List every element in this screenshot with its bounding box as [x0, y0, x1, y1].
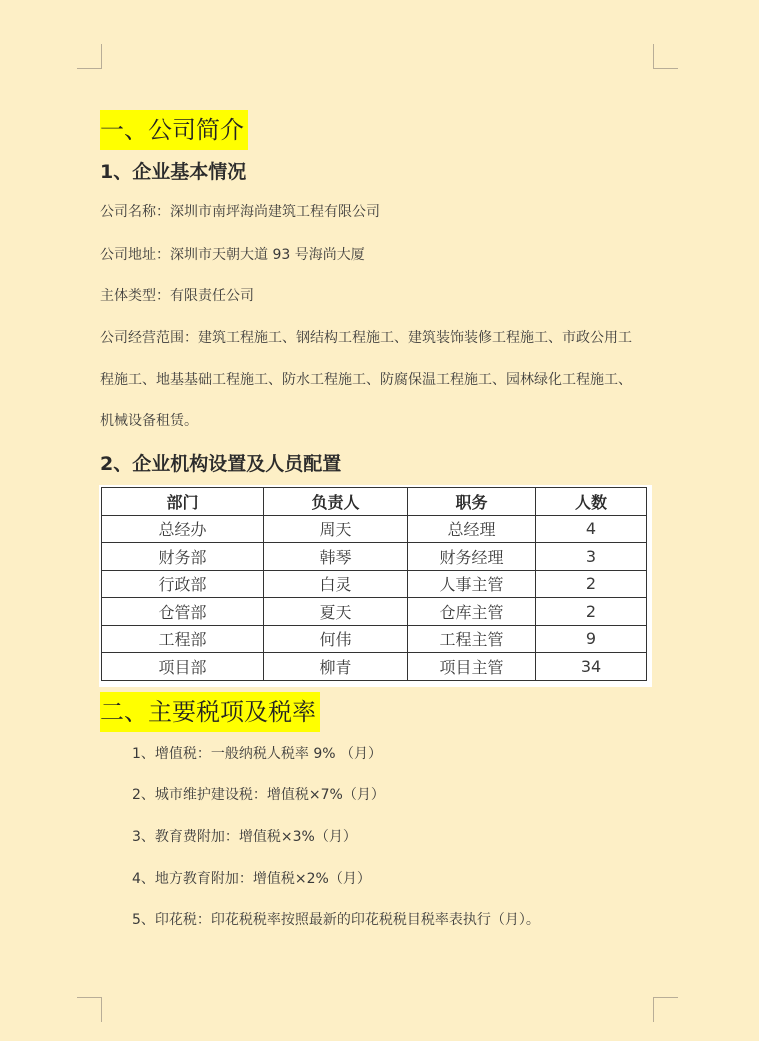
tax-item-education-surcharge: 3、教育费附加：增值税×3%（月） [132, 829, 357, 845]
org-table [101, 487, 647, 681]
tax-item-stamp-duty: 5、印花税：印花税税率按照最新的印花税税目税率表执行（月）。 [132, 912, 540, 928]
table-cell: 工程主管 [408, 625, 536, 653]
table-row [102, 625, 647, 653]
table-row [102, 570, 647, 598]
table-cell: 柳青 [264, 653, 408, 681]
tax-item-local-education-surcharge: 4、地方教育附加：增值税×2%（月） [132, 871, 371, 887]
table-header-cell: 部门 [102, 488, 264, 516]
page-corner-mark-bottom-right [653, 997, 678, 1022]
table-cell: 财务经理 [408, 543, 536, 571]
table-cell: 何伟 [264, 625, 408, 653]
page-corner-mark-bottom-left [77, 997, 102, 1022]
table-cell: 2 [536, 598, 647, 626]
table-cell: 3 [536, 543, 647, 571]
section-heading-taxes: 二、主要税项及税率 [100, 692, 320, 732]
company-type-line: 主体类型：有限责任公司 [100, 288, 254, 304]
company-name-line: 公司名称：深圳市南坪海尚建筑工程有限公司 [100, 204, 380, 220]
table-row [102, 598, 647, 626]
table-cell: 财务部 [102, 543, 264, 571]
table-cell: 人事主管 [408, 570, 536, 598]
page-corner-mark-top-right [653, 44, 678, 69]
table-cell: 韩琴 [264, 543, 408, 571]
table-cell: 4 [536, 515, 647, 543]
subheading-basic-info: 1、企业基本情况 [100, 161, 247, 183]
table-cell: 项目主管 [408, 653, 536, 681]
table-cell: 仓管部 [102, 598, 264, 626]
table-cell: 项目部 [102, 653, 264, 681]
company-address-line: 公司地址：深圳市天朝大道 93 号海尚大厦 [100, 247, 365, 263]
tax-item-urban-maintenance: 2、城市维护建设税：增值税×7%（月） [132, 787, 385, 803]
table-cell: 夏天 [264, 598, 408, 626]
table-cell: 总经理 [408, 515, 536, 543]
business-scope-line-3: 机械设备租赁。 [100, 413, 198, 429]
table-header-cell: 职务 [408, 488, 536, 516]
table-cell: 周天 [264, 515, 408, 543]
table-cell: 2 [536, 570, 647, 598]
org-table-container [99, 485, 652, 687]
table-cell: 仓库主管 [408, 598, 536, 626]
table-header-cell: 负责人 [264, 488, 408, 516]
table-cell: 工程部 [102, 625, 264, 653]
table-cell: 9 [536, 625, 647, 653]
page-corner-mark-top-left [77, 44, 102, 69]
section-heading-company-intro: 一、公司简介 [100, 110, 248, 150]
business-scope-line-1: 公司经营范围：建筑工程施工、钢结构工程施工、建筑装饰装修工程施工、市政公用工 [100, 330, 632, 346]
table-header-row [102, 488, 647, 516]
tax-item-vat: 1、增值税：一般纳税人税率 9% （月） [132, 746, 383, 762]
table-row [102, 515, 647, 543]
table-cell: 行政部 [102, 570, 264, 598]
subheading-org-structure: 2、企业机构设置及人员配置 [100, 453, 342, 475]
table-row [102, 543, 647, 571]
table-cell: 34 [536, 653, 647, 681]
business-scope-line-2: 程施工、地基基础工程施工、防水工程施工、防腐保温工程施工、园林绿化工程施工、 [100, 372, 632, 388]
table-cell: 白灵 [264, 570, 408, 598]
table-header-cell: 人数 [536, 488, 647, 516]
table-cell: 总经办 [102, 515, 264, 543]
table-row [102, 653, 647, 681]
